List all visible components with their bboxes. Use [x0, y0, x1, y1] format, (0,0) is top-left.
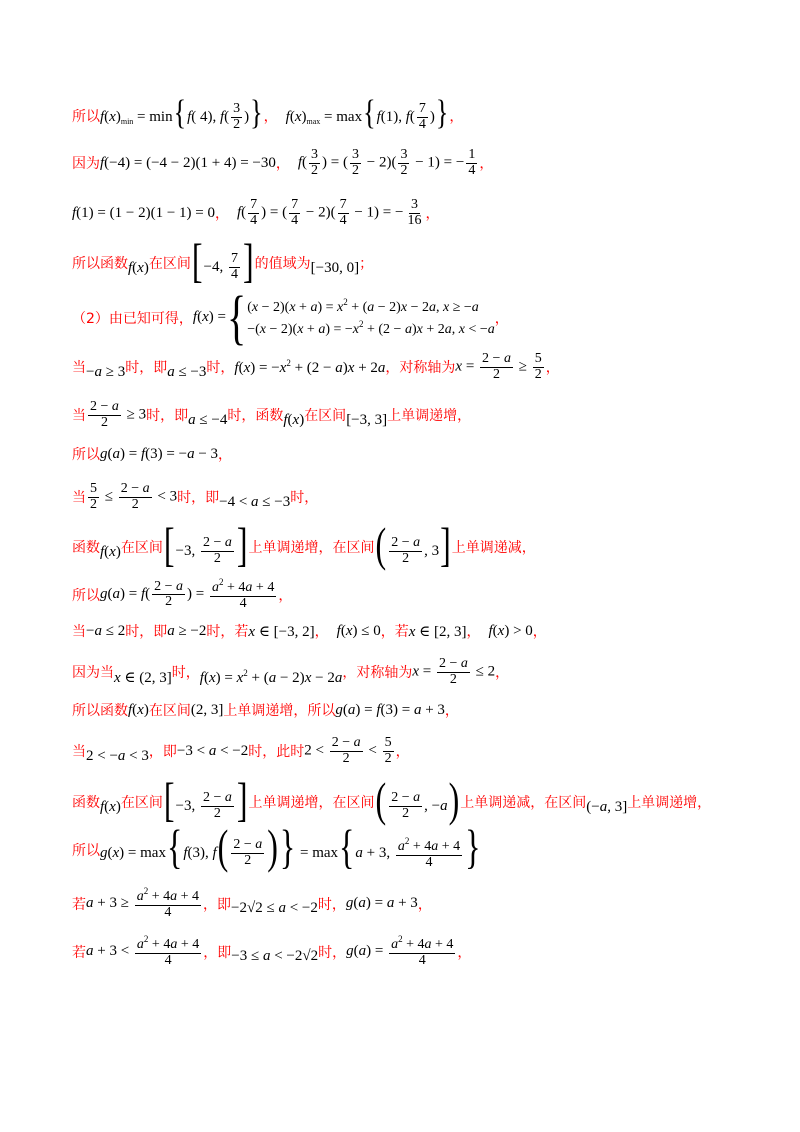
formula: −4 < a ≤ −3: [219, 493, 291, 510]
formula: x = $\frac{2 - a}{2}$ ≤ 2: [412, 656, 496, 687]
line-12: [72, 621, 760, 641]
text: 上单调递增，在区间: [248, 795, 375, 812]
formula: (−a, 3]: [586, 798, 628, 815]
text: 函数: [72, 540, 100, 557]
formula: a ≥ −2: [167, 622, 207, 639]
formula: f( $\frac{7}{4}$ ) = ( $\frac{7}{4}$ − 2)( $\frac{7}{4}$ − 1) = − $\frac{3}{16}$: [236, 197, 422, 228]
text: ，对称轴为: [385, 360, 456, 377]
formula: g(a) = a + 3: [345, 895, 418, 912]
text: 上单调递增，: [387, 408, 472, 425]
text: 在区间: [120, 540, 163, 557]
text: 时，: [206, 360, 235, 377]
formula: −a ≥ 3: [86, 363, 126, 380]
text: ，即: [148, 744, 177, 761]
text: 在区间: [304, 408, 347, 425]
line-6: [72, 352, 760, 382]
text: ，: [218, 447, 233, 463]
text: 时，此时: [248, 744, 305, 761]
text: ，: [444, 703, 459, 719]
formula: −2√2 ≤ a < −2: [231, 900, 318, 917]
text: 因为: [72, 156, 100, 173]
line-4: [72, 233, 760, 287]
text: 的值域为: [254, 256, 311, 273]
text: ，: [263, 109, 278, 126]
formula: (2, 3]: [190, 701, 224, 718]
formula: ( $\frac{2 - a}{2}$ , −a): [375, 772, 460, 826]
formula: $f(x) = -x^2 + (2 - a)x + 2a$: [234, 357, 386, 376]
text: ，: [449, 109, 464, 126]
formula: a + 3 ≥ $\frac{a^2 + 4a + 4}{4}$: [86, 886, 200, 920]
formula: g(a) = $\frac{a^2 + 4a + 4}{4}$: [346, 934, 454, 968]
line-9: [72, 482, 760, 512]
formula: $\frac{2 - a}{2}$ ≥ 3: [90, 399, 147, 430]
text: 上单调递增，: [627, 795, 712, 812]
formula: f(x): [283, 411, 305, 428]
text: 所以: [72, 109, 100, 126]
line-17: [72, 819, 760, 873]
text: 时，即: [125, 624, 168, 640]
formula: g(x) = max{f(3), f( $\frac{2 - a}{2}$ )} = max{a + 3, $\frac{a^2 + 4a + 4}{4}$ }: [100, 819, 481, 873]
formula: f(1) = (1 − 2)(1 − 1) = 0: [72, 204, 215, 221]
text: 时，: [317, 896, 346, 913]
text: 在区间: [120, 795, 163, 812]
formula: [−3, $\frac{2 - a}{2}$ ]: [163, 517, 248, 571]
text: ，即: [203, 896, 232, 913]
text: 时，函数: [227, 408, 284, 425]
text: ；: [359, 256, 374, 273]
text: 当: [72, 744, 86, 761]
text: 当: [72, 490, 86, 507]
formula: f(x) > 0: [488, 622, 533, 639]
text: 所以: [72, 843, 100, 860]
formula: −3 < a < −2: [176, 742, 249, 759]
line-7: [72, 400, 760, 430]
text: 函数: [72, 795, 100, 812]
text: 当: [72, 360, 86, 377]
text: 时，即: [177, 490, 220, 507]
formula: f(−4) = (−4 − 2)(1 + 4) = −30: [100, 154, 276, 171]
text: 当: [72, 624, 86, 640]
line-16: [72, 772, 760, 826]
formula: a + 3 < $\frac{a^2 + 4a + 4}{4}$: [86, 934, 200, 968]
formula: a ≤ −4: [188, 411, 228, 428]
text: ，: [457, 944, 472, 961]
formula: $f(x)_{max} = \max\{f(1)$, f( $\frac{7}{4}$ )}: [285, 92, 449, 133]
text: 上单调递增，在区间: [248, 540, 375, 557]
text: ，: [494, 310, 509, 327]
text: ，: [532, 624, 547, 640]
text: 所以: [72, 447, 100, 463]
formula: [−3, 3]: [346, 411, 388, 428]
text: 上单调递减，在区间: [460, 795, 587, 812]
text: ，: [275, 156, 290, 173]
formula: 2 < $\frac{2 - a}{2}$ < $\frac{5}{2}$: [304, 735, 392, 766]
text: 在区间: [148, 256, 191, 273]
text: 因为当: [72, 665, 114, 682]
line-8: [72, 444, 760, 464]
formula: −3 ≤ a < −2√2: [231, 948, 319, 965]
text: 时，即: [125, 360, 168, 377]
formula: x ∈ [−3, 2]: [248, 623, 315, 640]
text: ，: [479, 156, 494, 173]
formula: [−4, $\frac{7}{4}$ ]: [191, 233, 254, 287]
text: 时，: [318, 944, 347, 961]
text: 上单调递减，: [451, 540, 536, 557]
formula: x ∈ (2, 3]: [114, 669, 172, 686]
formula: g(a) = f( $\frac{2 - a}{2}$ ) = $\frac{a^2 + 4a + 4}{4}$: [100, 577, 275, 611]
formula: { $(x - 2)(x + a) = x^2 + (a - 2)x - 2a$, x ≥ −a $-(x - 2)(x + a) = -x^2 + (2 - a)x + 2a$, x < −a: [226, 283, 495, 351]
formula: a ≤ −3: [167, 363, 207, 380]
formula: f(x) =: [192, 309, 226, 326]
text: 当: [72, 408, 86, 425]
formula: −a ≤ 2: [86, 622, 126, 639]
formula: f(x): [128, 259, 149, 276]
line-14: [72, 700, 760, 720]
line-15: [72, 736, 760, 766]
formula: f( $\frac{3}{2}$ ) = ( $\frac{3}{2}$ − 2)( $\frac{3}{2}$ − 1) = − $\frac{1}{4}$: [297, 147, 476, 178]
text: 上单调递增，所以: [223, 703, 336, 719]
formula: x ∈ [2, 3]: [408, 623, 467, 640]
text: ，: [214, 206, 229, 223]
line-10: [72, 517, 760, 571]
text: 所以函数: [72, 256, 128, 273]
formula: $f(x)_{min} = \min\{f$( 4), f( $\frac{3}{2}$ )}: [100, 92, 263, 133]
line-1: [72, 92, 760, 133]
text: 所以: [72, 587, 100, 604]
text: ，: [466, 624, 481, 640]
formula: [−30, 0]: [310, 259, 360, 276]
text: ，: [425, 206, 440, 223]
text: ，若: [380, 624, 409, 640]
text: ，: [314, 624, 329, 640]
text: 时，: [171, 665, 200, 682]
line-3: [72, 198, 760, 228]
text: 在区间: [148, 703, 191, 719]
formula: g(a) = f(3) = a + 3: [335, 701, 445, 718]
text: ，即: [203, 944, 232, 961]
formula: $\frac{5}{2}$ ≤ $\frac{2 - a}{2}$ < 3: [90, 481, 178, 512]
formula: ( $\frac{2 - a}{2}$ , 3]: [375, 517, 451, 571]
formula: f(x) ≤ 0: [336, 622, 381, 639]
line-18: [72, 887, 760, 920]
text: ，: [417, 896, 432, 913]
line-13: [72, 657, 760, 687]
text: 时，若: [206, 624, 249, 640]
text: ，: [495, 665, 510, 682]
text: 若: [72, 944, 86, 961]
formula: $f(x) = x^2 + (a - 2)x - 2a$: [199, 667, 343, 686]
text: 所以函数: [72, 703, 128, 719]
text: 时，: [290, 490, 319, 507]
formula: x = $\frac{2 - a}{2}$ ≥ $\frac{5}{2}$: [455, 351, 542, 382]
formula: g(a) = f(3) = −a − 3: [100, 445, 219, 462]
formula: f(x): [100, 543, 121, 560]
text: 若: [72, 896, 86, 913]
formula: f(x): [128, 701, 149, 718]
formula: 2 < −a < 3: [86, 747, 149, 764]
formula: f(x): [100, 798, 121, 815]
formula: [−3, $\frac{2 - a}{2}$ ]: [163, 772, 248, 826]
text: ，: [545, 360, 560, 377]
line-11: [72, 578, 760, 611]
text: 时，即: [146, 408, 189, 425]
text: （2）由已知可得，: [72, 310, 193, 327]
text: ，对称轴为: [342, 665, 413, 682]
text: ，: [278, 587, 293, 604]
line-5: [72, 283, 760, 351]
text: ，: [395, 744, 410, 761]
line-19: [72, 935, 760, 968]
line-2: [72, 148, 760, 178]
